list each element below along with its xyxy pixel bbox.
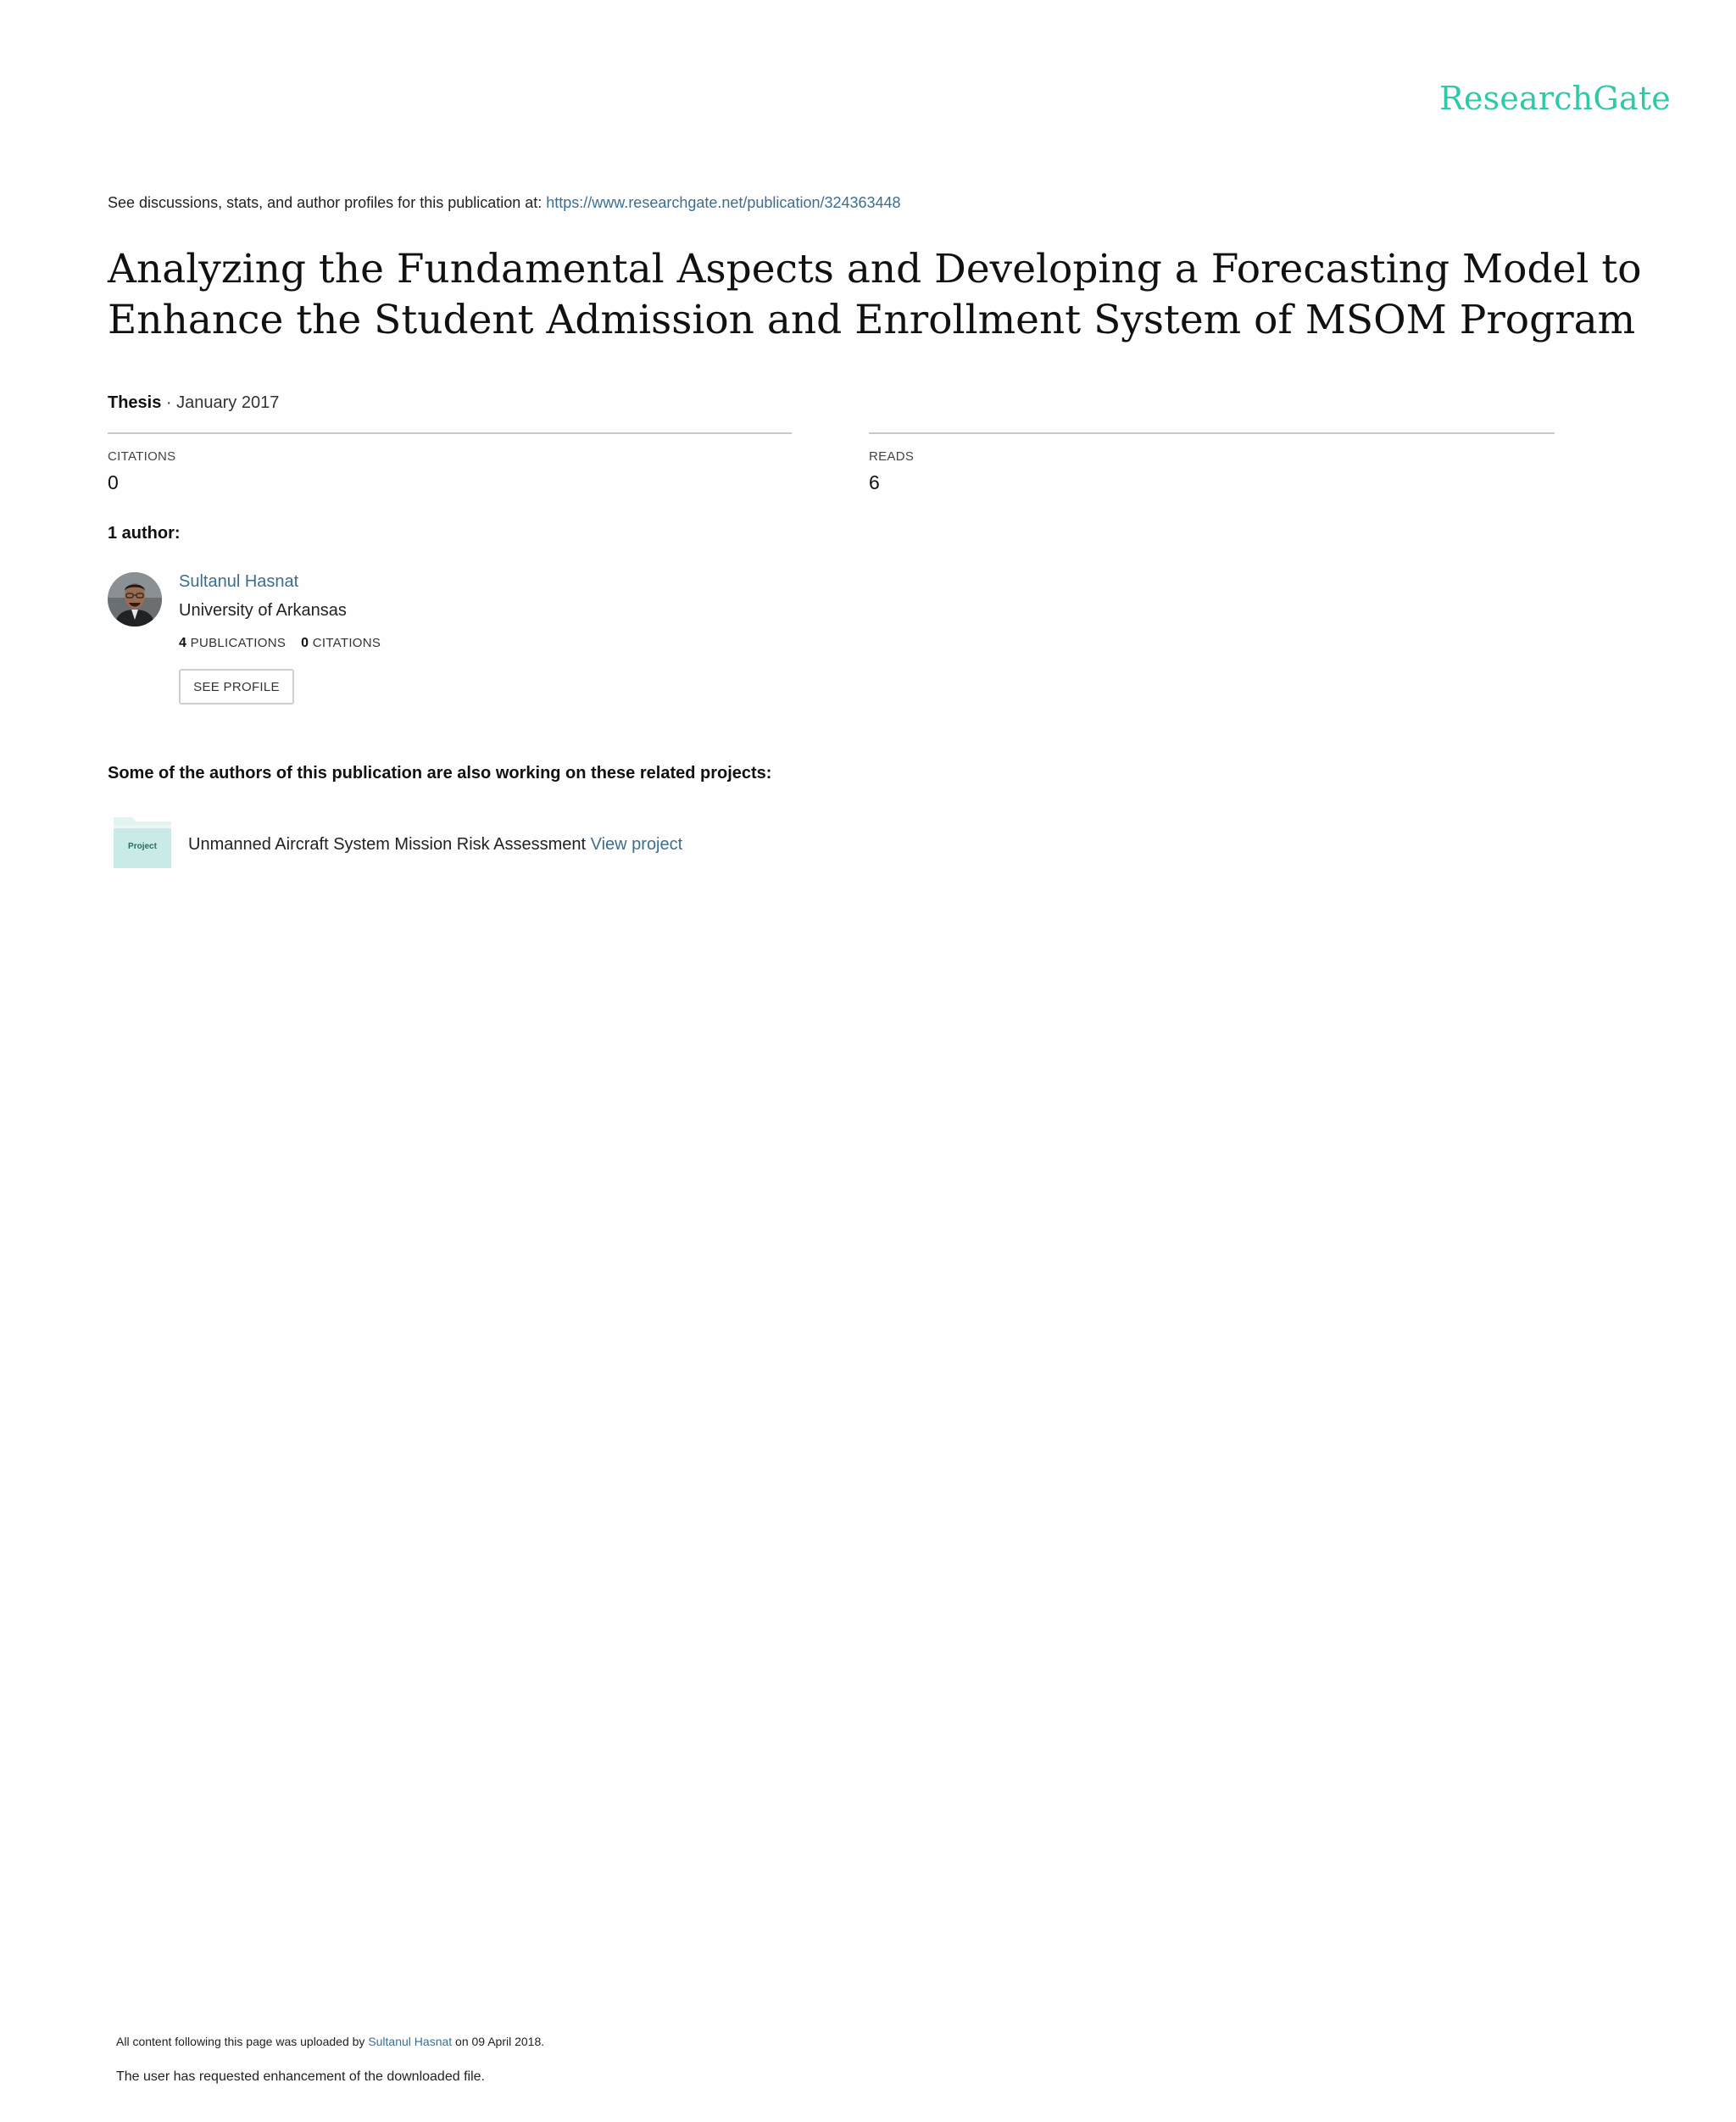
reads-value: 6 [869,471,880,493]
upload-prefix: All content following this page was uploaded by [116,2035,369,2048]
meta-separator: · [161,393,177,412]
upload-note [116,2035,544,2048]
author-stats [179,636,381,651]
publication-date: January 2017 [176,393,280,412]
authors-heading: 1 author: [108,524,181,543]
upload-suffix: on 09 April 2018. [452,2035,545,2048]
reads-label: READS [869,449,915,464]
publication-type: Thesis [108,393,162,412]
author-name-link[interactable]: Sultanul Hasnat [179,572,299,591]
related-project-item [188,835,682,855]
publication-url-link[interactable]: https://www.researchgate.net/publication/324363448 [546,194,901,211]
citations-divider [108,432,792,434]
reads-divider [869,432,1555,434]
citations-value: 0 [108,471,119,493]
author-publications-count: 4 [179,636,187,650]
avatar-photo-icon [108,572,162,627]
enhancement-note: The user has requested enhancement of the downloaded file. [116,2069,485,2084]
publication-title: Analyzing the Fundamental Aspects and Developing a Forecasting Model to Enhance the Student Admission and Enrollment System of MSOM Program [108,246,1642,343]
discussion-prefix: See discussions, stats, and author profiles for this publication at: [108,194,547,211]
publication-meta [108,393,279,413]
author-citations-count: 0 [301,636,309,650]
researchgate-logo[interactable]: ResearchGate [1439,80,1671,117]
author-avatar[interactable] [108,572,162,627]
related-projects-heading: Some of the authors of this publication are also working on these related projects: [108,764,772,783]
uploader-link[interactable]: Sultanul Hasnat [368,2035,453,2048]
author-institution: University of Arkansas [179,601,347,620]
discussion-line [108,194,901,212]
see-profile-button[interactable]: SEE PROFILE [179,669,294,705]
citations-label: CITATIONS [108,449,176,464]
author-citations-label: CITATIONS [312,636,381,650]
project-folder-icon [114,817,173,868]
author-publications-label: PUBLICATIONS [190,636,287,650]
project-title: Unmanned Aircraft System Mission Risk Assessment [188,835,587,854]
view-project-link[interactable]: View project [590,835,683,854]
project-icon-label: Project [128,842,157,851]
